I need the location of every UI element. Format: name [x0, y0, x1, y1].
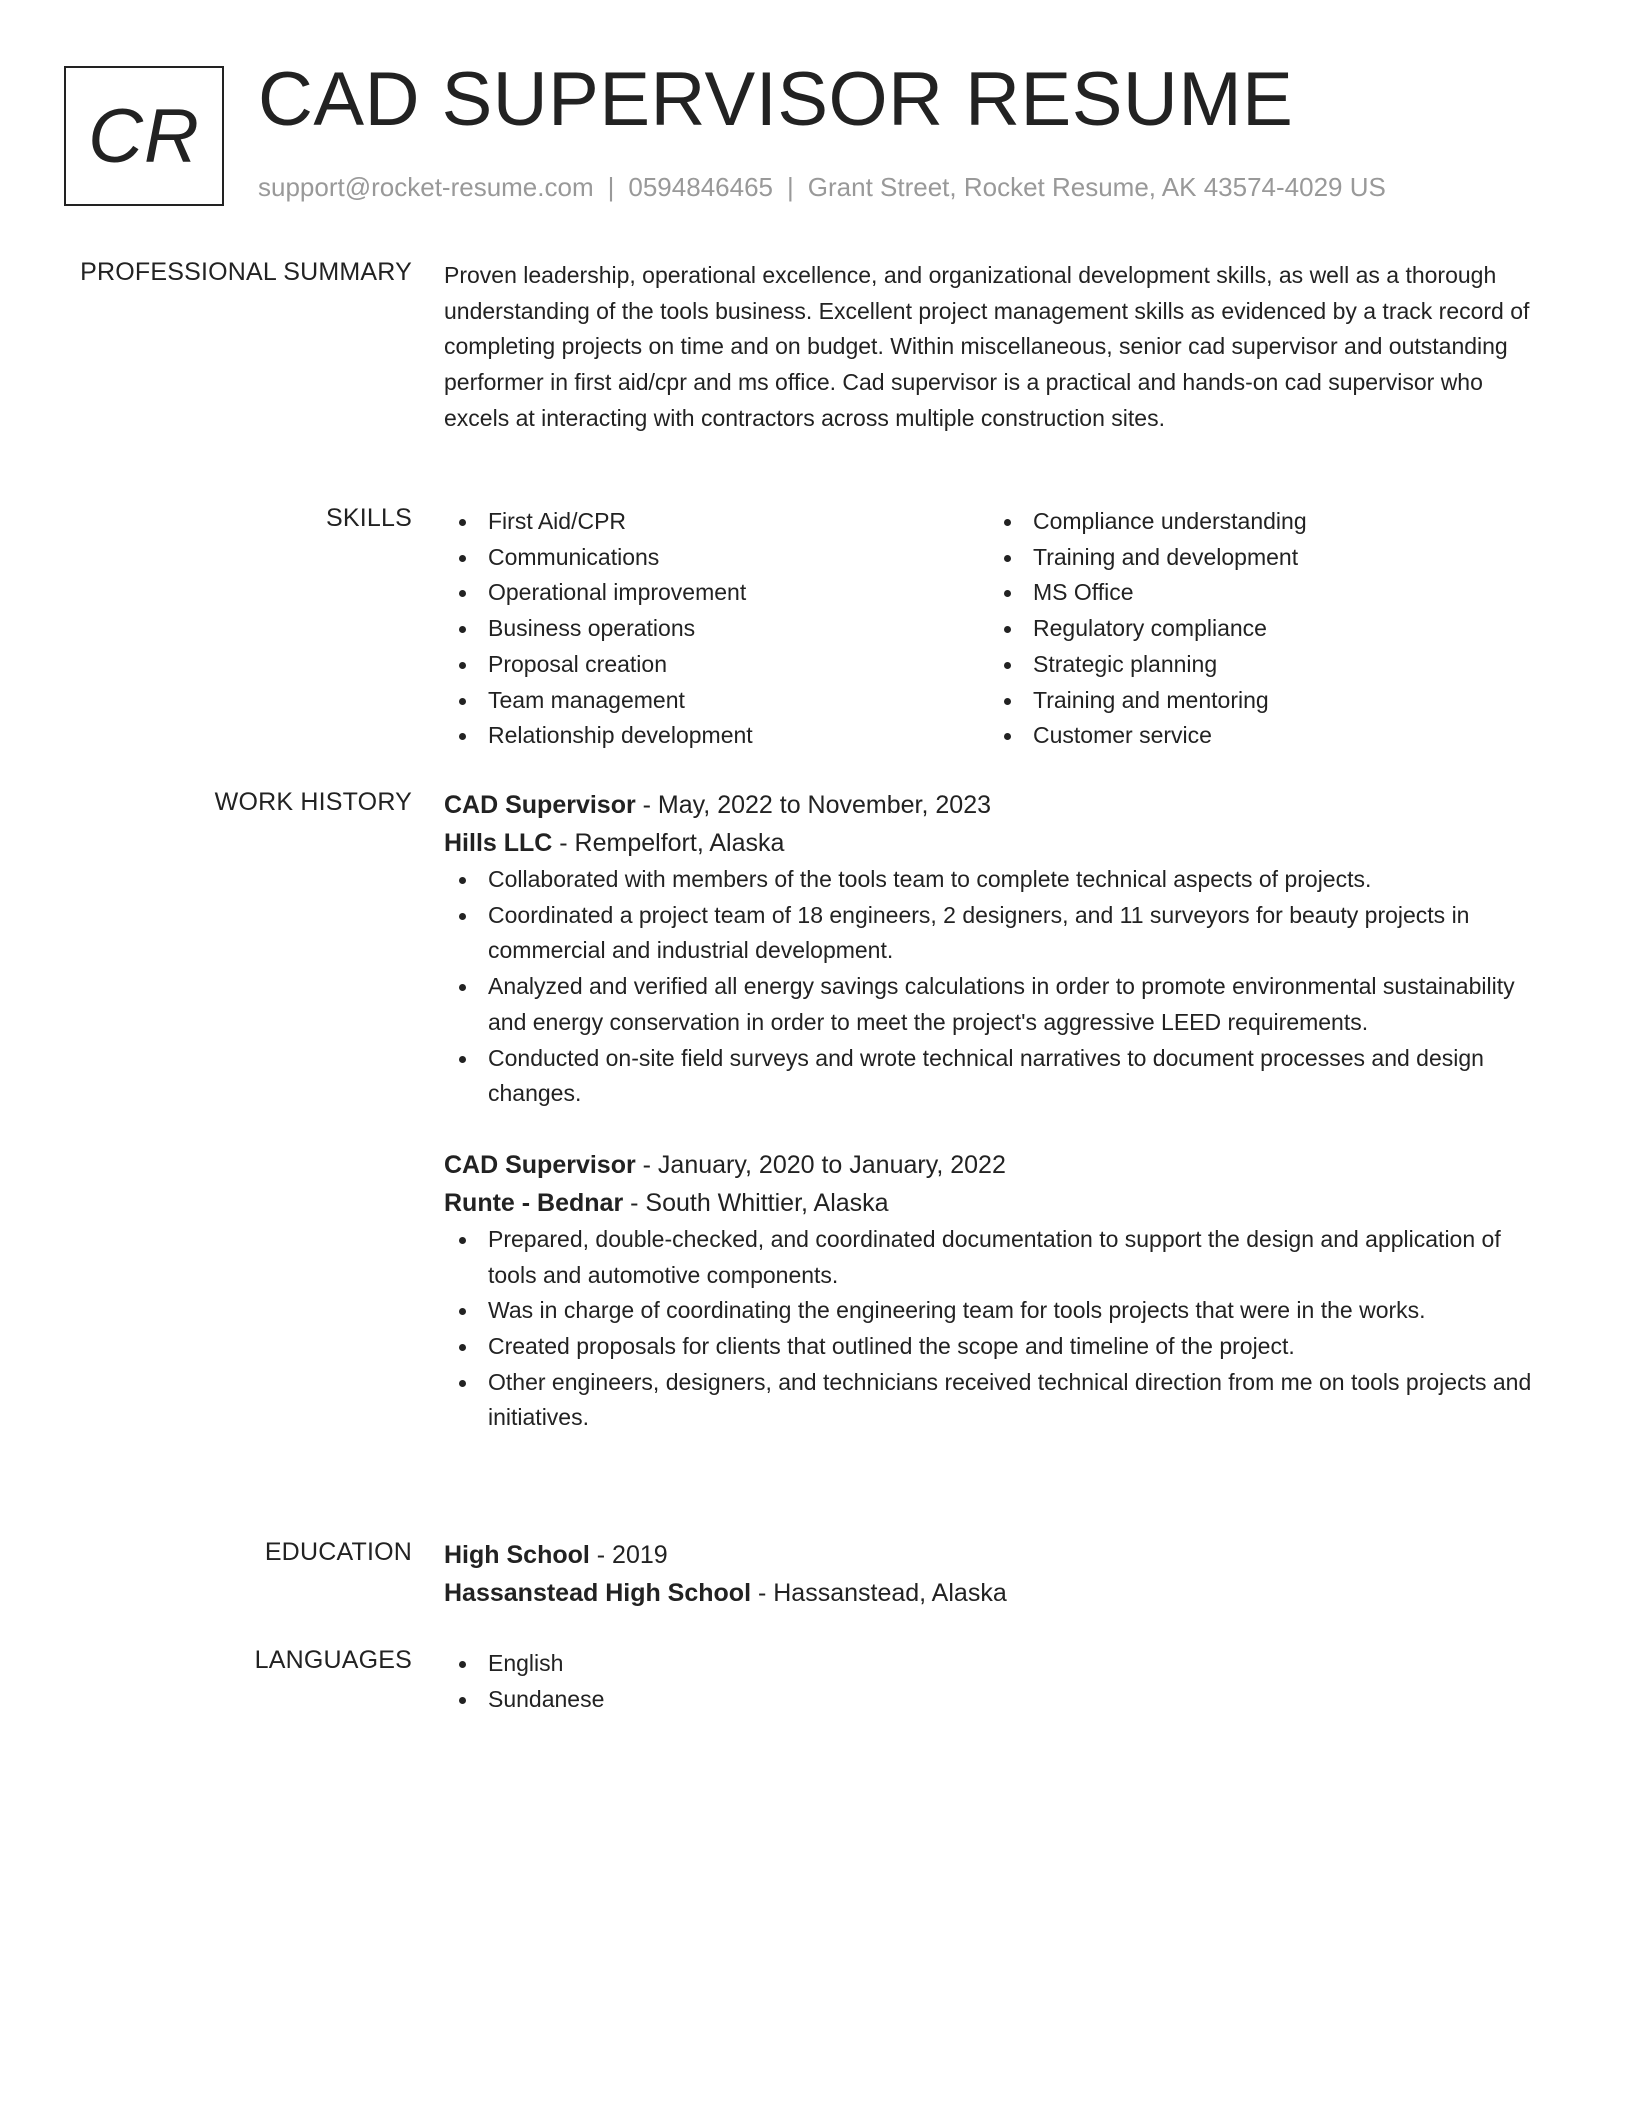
- job-company: Runte - Bednar: [444, 1188, 624, 1217]
- summary-body: [444, 258, 1554, 437]
- job-title: CAD Supervisor: [444, 1150, 636, 1179]
- skill-item: MS Office: [989, 575, 1534, 611]
- job-bullet: Prepared, double-checked, and coordinated documentation to support the design and application of tools and automotive components.: [444, 1222, 1554, 1293]
- job-bullet: Conducted on-site field surveys and wrote technical narratives to document processes and design changes.: [444, 1041, 1554, 1112]
- contact-address: Grant Street, Rocket Resume, AK 43574-4029 US: [807, 172, 1386, 202]
- job-bullet: Coordinated a project team of 18 engineers, 2 designers, and 11 surveyors for beauty projects in commercial and industrial development.: [444, 898, 1554, 969]
- skill-item: Customer service: [989, 718, 1534, 754]
- job-title-line: [444, 786, 1554, 824]
- contact-line: [258, 172, 1386, 203]
- education-school: Hassanstead High School: [444, 1579, 752, 1607]
- resume-title: CAD SUPERVISOR RESUME: [258, 57, 1294, 142]
- section-label-education: EDUCATION: [264, 1538, 412, 1566]
- contact-separator: |: [607, 172, 615, 202]
- job-title: CAD Supervisor: [444, 791, 636, 819]
- education-year: - 2019: [589, 1541, 668, 1569]
- job-bullet: Analyzed and verified all energy savings calculations in order to promote environmental sustainability and energy conservation in order to meet the project's aggressive LEED requirements.: [444, 969, 1554, 1040]
- skill-item: First Aid/CPR: [444, 504, 989, 540]
- skill-item: Training and development: [989, 540, 1534, 576]
- job-company-line: [444, 824, 1554, 862]
- skill-item: Team management: [444, 683, 989, 719]
- education-school-line: [444, 1574, 1554, 1612]
- education-degree-line: [444, 1536, 1554, 1574]
- skill-item: Relationship development: [444, 718, 989, 754]
- job-bullet: Other engineers, designers, and technicians received technical direction from me on tools projects and initiatives.: [444, 1365, 1554, 1436]
- job-location: - South Whittier, Alaska: [623, 1188, 889, 1217]
- section-label-summary: PROFESSIONAL SUMMARY: [80, 258, 412, 286]
- skill-item: Proposal creation: [444, 647, 989, 683]
- job-entry: [444, 786, 1554, 1112]
- section-label-skills: SKILLS: [326, 504, 412, 532]
- education-degree: High School: [444, 1541, 590, 1569]
- contact-email: support@rocket-resume.com: [258, 172, 594, 202]
- section-label-work: WORK HISTORY: [214, 788, 412, 816]
- job-bullet: Was in charge of coordinating the engineering team for tools projects that were in the works.: [444, 1293, 1554, 1329]
- job-dates: - May, 2022 to November, 2023: [635, 791, 992, 819]
- skill-item: Regulatory compliance: [989, 611, 1534, 647]
- skills-list-left: [444, 504, 989, 754]
- skill-item: Operational improvement: [444, 575, 989, 611]
- job-company: Hills LLC: [444, 829, 553, 857]
- contact-phone: 0594846465: [628, 172, 773, 202]
- job-entry: [444, 1146, 1554, 1436]
- job-dates: - January, 2020 to January, 2022: [635, 1150, 1006, 1179]
- job-bullet: Created proposals for clients that outlined the scope and timeline of the project.: [444, 1329, 1554, 1365]
- job-bullet: Collaborated with members of the tools team to complete technical aspects of projects.: [444, 862, 1554, 898]
- languages-body: [444, 1646, 1554, 1717]
- skills-body: [444, 504, 1554, 754]
- languages-list: [444, 1646, 1554, 1717]
- education-location: - Hassanstead, Alaska: [751, 1579, 1007, 1607]
- education-body: [444, 1536, 1554, 1612]
- summary-text: Proven leadership, operational excellence, and organizational development skills, as well as a thorough understanding of the tools business. Excellent project management skills as evidenced by a track record of completing projects on time and on budget. Within miscellaneous, senior cad supervisor and outstanding performer in first aid/cpr and ms office. Cad supervisor is a practical and hands-on cad supervisor who excels at interacting with contractors across multiple construction sites.: [444, 262, 1530, 431]
- job-company-line: [444, 1184, 1554, 1222]
- monogram-box: [64, 66, 224, 206]
- work-body: [444, 786, 1554, 1436]
- skills-grid: [444, 504, 1554, 754]
- job-location: - Rempelfort, Alaska: [552, 829, 785, 857]
- skill-item: Strategic planning: [989, 647, 1534, 683]
- language-item: Sundanese: [444, 1682, 1554, 1718]
- job-title-line: [444, 1146, 1554, 1184]
- skill-item: Business operations: [444, 611, 989, 647]
- job-bullets: [444, 862, 1554, 1112]
- contact-separator: |: [787, 172, 794, 202]
- monogram-initials: CR: [88, 93, 200, 179]
- skill-item: Training and mentoring: [989, 683, 1534, 719]
- language-item: English: [444, 1646, 1554, 1682]
- section-label-languages: LANGUAGES: [254, 1646, 412, 1674]
- skills-list-right: [989, 504, 1534, 754]
- skill-item: Communications: [444, 540, 989, 576]
- skill-item: Compliance understanding: [989, 504, 1534, 540]
- job-bullets: [444, 1222, 1554, 1436]
